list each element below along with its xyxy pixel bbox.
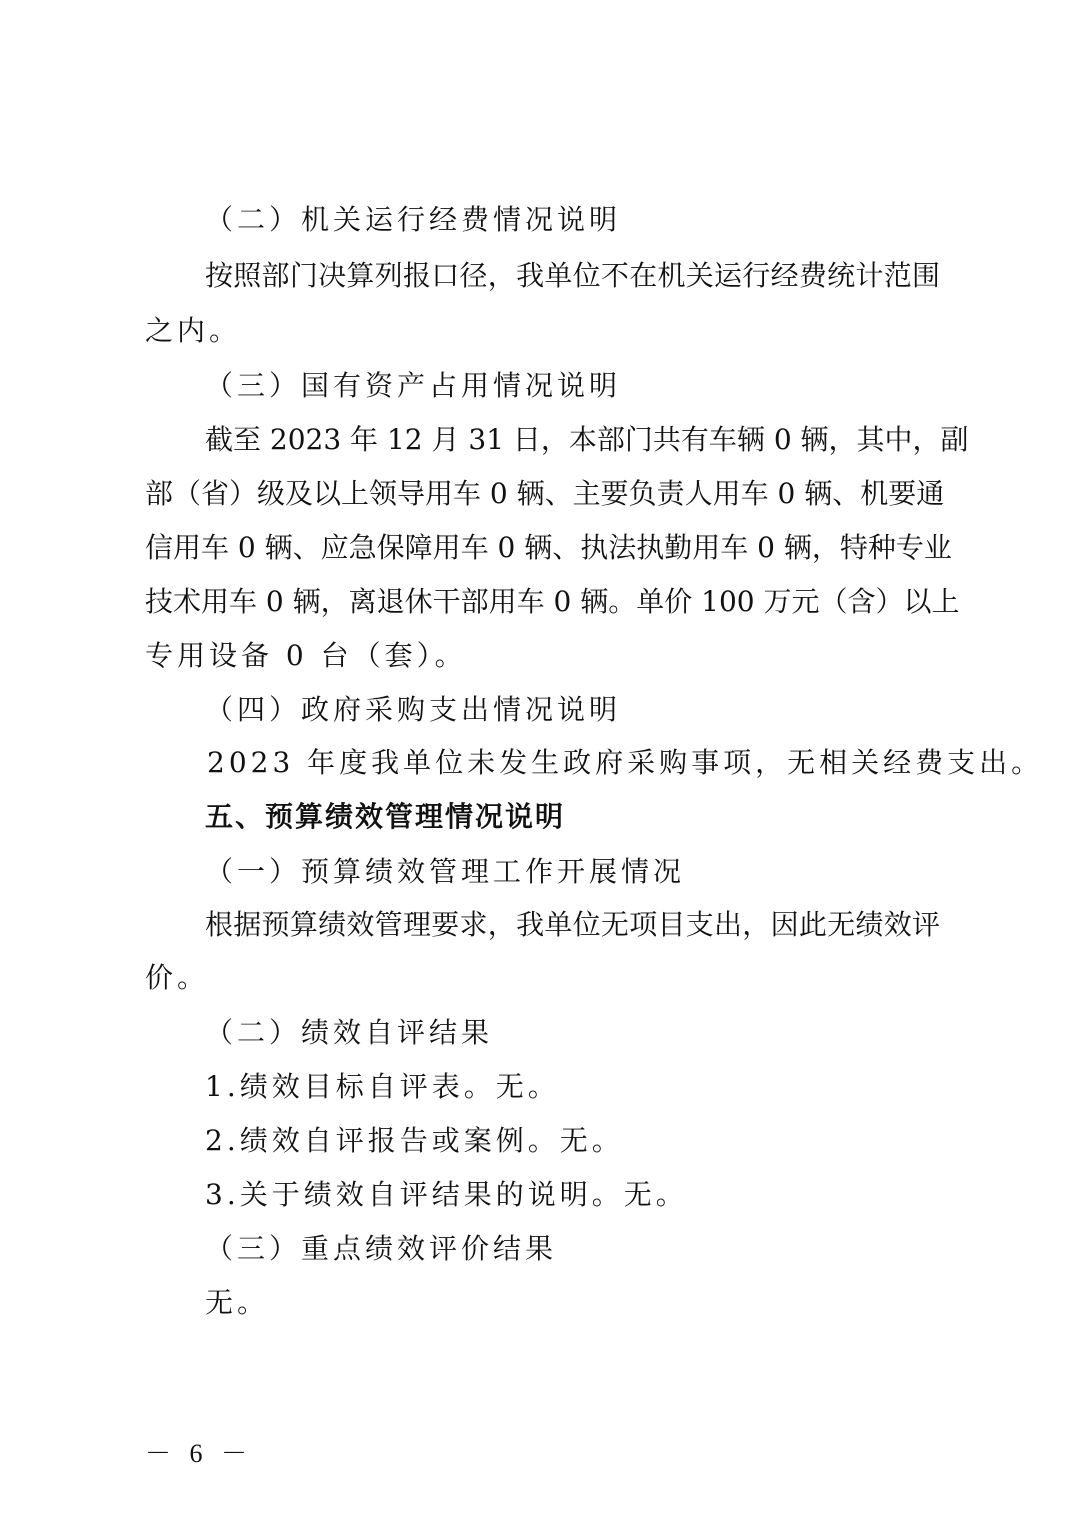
part-heading-5: 五、预算绩效管理情况说明 bbox=[205, 800, 566, 833]
paragraph-line: 按照部门决算列报口径，我单位不在机关运行经费统计范围 bbox=[205, 259, 940, 292]
page-number: － 6 － bbox=[145, 1439, 254, 1468]
section-heading-3: （三）国有资产占用情况说明 bbox=[205, 369, 622, 402]
paragraph-line: 截至 2023 年 12 月 31 日，本部门共有车辆 0 辆，其中，副 bbox=[205, 423, 969, 456]
section-heading-2: （二）机关运行经费情况说明 bbox=[205, 203, 622, 236]
sub-heading-3: （三）重点绩效评价结果 bbox=[205, 1232, 558, 1265]
list-item: 2.绩效自评报告或案例。无。 bbox=[205, 1124, 624, 1157]
paragraph-line: 技术用车 0 辆，离退休干部用车 0 辆。单价 100 万元（含）以上 bbox=[145, 585, 960, 618]
paragraph-line: 信用车 0 辆、应急保障用车 0 辆、执法执勤用车 0 辆，特种专业 bbox=[145, 531, 952, 564]
section-heading-4: （四）政府采购支出情况说明 bbox=[205, 693, 622, 726]
list-item: 1.绩效目标自评表。无。 bbox=[205, 1070, 560, 1103]
list-item: 3.关于绩效自评结果的说明。无。 bbox=[205, 1178, 688, 1211]
paragraph-line: 部（省）级及以上领导用车 0 辆、主要负责人用车 0 辆、机要通 bbox=[145, 477, 945, 510]
paragraph-line: 专用设备 0 台（套）。 bbox=[145, 639, 467, 672]
paragraph-line: 之内。 bbox=[145, 314, 242, 347]
paragraph-line: 无。 bbox=[205, 1286, 270, 1319]
sub-heading-1: （一）预算绩效管理工作开展情况 bbox=[205, 855, 686, 888]
paragraph-line: 根据预算绩效管理要求，我单位无项目支出，因此无绩效评 bbox=[205, 908, 940, 941]
paragraph-line: 2023 年度我单位未发生政府采购事项，无相关经费支出。 bbox=[207, 746, 1044, 779]
paragraph-line: 价。 bbox=[145, 961, 210, 994]
sub-heading-2: （二）绩效自评结果 bbox=[205, 1016, 494, 1049]
